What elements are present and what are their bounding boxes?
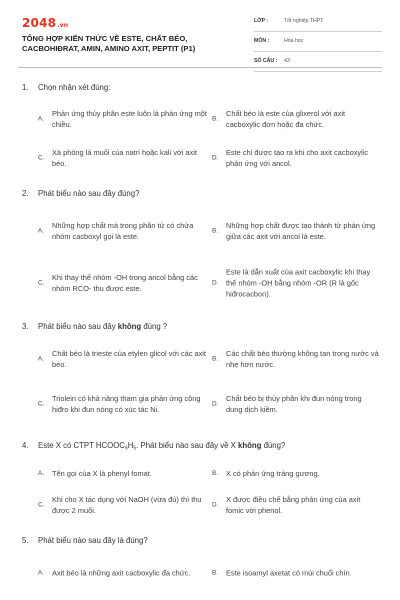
meta-row-subject <box>254 36 382 52</box>
q2-option-d[interactable] <box>212 260 380 306</box>
option-text: Khi cho X tác dụng với NaOH (vừa đủ) thì thu được 2 muối. <box>52 495 202 515</box>
option-text: Este isoamyl axetat có mùi chuối chín. <box>226 568 352 578</box>
header-divider <box>18 67 382 68</box>
meta-key: LỚP : <box>254 18 269 24</box>
option-letter: B. <box>212 227 219 235</box>
option-letter: C. <box>38 154 45 162</box>
option-letter: B. <box>212 569 219 577</box>
question-number: 1. <box>22 83 29 92</box>
option-text: Xà phòng là muối của natri hoặc kali với axit béo. <box>52 148 197 168</box>
option-text: Những hợp chất mà trong phân tử có chứa nhóm cacboxyl gọi là este. <box>52 221 194 241</box>
q1-option-b[interactable] <box>212 102 380 136</box>
meta-row-class <box>254 16 382 32</box>
q2-option-c[interactable] <box>38 260 208 306</box>
option-text: Những hợp chất được tạo thành từ phản ứng giữa các axit với ancol là este. <box>226 221 376 241</box>
q4-option-a[interactable] <box>38 468 208 480</box>
question-4-stem <box>22 441 285 454</box>
question-text-end: đúng? <box>261 441 286 450</box>
question-1-stem <box>22 83 110 93</box>
meta-value: 43 <box>284 58 290 64</box>
question-number: 4. <box>22 441 29 450</box>
question-text: Chọn nhận xét đúng: <box>38 83 111 92</box>
title-line-2: CACBOHIĐRAT, AMIN, AMINO AXIT, PEPTIT (P1) <box>22 44 196 53</box>
formula-part: H <box>127 441 134 450</box>
question-number: 5. <box>22 536 29 545</box>
option-letter: D. <box>212 279 219 287</box>
option-text: X được điều chế bằng phản ứng của axit fomic với phenol. <box>226 495 361 515</box>
q5-option-b[interactable] <box>212 556 380 590</box>
title-line-1: TỔNG HỢP KIẾN THỨC VỀ ESTE, CHẤT BÉO, <box>22 34 188 43</box>
option-text: Este là dẫn xuất của axit cacboxylic khi thay thế nhóm -OH bằng nhóm -OR (R là gốc hiđrocacbon). <box>226 267 371 299</box>
option-letter: A. <box>38 227 45 235</box>
question-3-stem <box>22 322 167 332</box>
q4-option-c[interactable] <box>38 488 208 522</box>
option-letter: A. <box>38 115 45 123</box>
option-text: Khi thay thế nhóm -OH trong ancol bằng các nhóm RCO- thu được este. <box>52 273 198 293</box>
question-number: 3. <box>22 322 29 331</box>
q1-option-d[interactable] <box>212 141 380 175</box>
option-letter: A. <box>38 355 45 363</box>
option-text: Các chất béo thường không tan trong nước và nhẹ hơn nước. <box>226 349 379 369</box>
option-text: Axit béo là những axit cacboxylic đa chức. <box>52 568 191 578</box>
option-text: Chất béo bị thủy phân khi đun nóng trong dung dịch kiềm. <box>226 394 362 414</box>
meta-row-count <box>254 56 382 72</box>
option-text: Triolein có khả năng tham gia phản ứng cộng hiđro khi đun nóng có xúc tác Ni. <box>52 394 201 414</box>
question-2-stem <box>22 189 139 199</box>
logo-text: 2048 <box>22 16 57 30</box>
option-letter: D. <box>212 154 219 162</box>
option-letter: B. <box>212 115 219 123</box>
option-text: Este chỉ được tạo ra khi cho axit cacboxylic phản ứng với ancol. <box>226 148 369 168</box>
option-letter: C. <box>38 400 45 408</box>
option-text: Chất béo là trieste của etylen glicol với các axit béo. <box>52 349 206 369</box>
option-letter: C. <box>38 279 45 287</box>
option-letter: D. <box>212 501 219 509</box>
question-emphasis: không <box>238 441 262 450</box>
question-text: Phát biểu nào sau đây <box>38 322 118 331</box>
option-text: Phản ứng thủy phân este luôn là phản ứng một chiều. <box>52 109 207 129</box>
formula-subscript: 5 <box>133 445 137 452</box>
question-text: Phát biểu nào sau đây đúng? <box>38 189 140 198</box>
brand-logo[interactable] <box>22 16 252 30</box>
q4-option-d[interactable] <box>212 488 380 522</box>
option-letter: A. <box>38 569 45 577</box>
q3-option-b[interactable] <box>212 342 380 376</box>
q5-option-a[interactable] <box>38 556 208 590</box>
meta-value: Hóa học <box>284 38 304 44</box>
q3-option-c[interactable] <box>38 381 214 427</box>
option-letter: B. <box>212 470 219 477</box>
question-text-mid: . Phát biểu nào sau đây về X <box>136 441 239 450</box>
meta-value: Tốt nghiệp THPT <box>284 18 324 24</box>
question-text-end: đúng ? <box>141 322 168 331</box>
document-title <box>22 34 252 54</box>
question-text: Este X có CTPT HCOOC <box>38 441 125 450</box>
question-number: 2. <box>22 189 29 198</box>
option-text: Tên gọi của X là phenyl fomat. <box>52 469 152 478</box>
question-emphasis: không <box>117 322 142 331</box>
option-letter: A. <box>38 470 45 477</box>
option-text: X có phản ứng tráng gương. <box>226 469 320 478</box>
formula-subscript: 6 <box>124 445 128 452</box>
meta-key: SỐ CÂU : <box>254 58 278 64</box>
q3-option-a[interactable] <box>38 342 208 376</box>
question-text: Phát biểu nào sau đây là đúng? <box>38 536 148 545</box>
option-letter: B. <box>212 355 219 363</box>
q2-option-a[interactable] <box>38 208 208 254</box>
meta-key: MÔN : <box>254 38 270 44</box>
q1-option-a[interactable] <box>38 102 208 136</box>
option-letter: C. <box>38 501 45 509</box>
option-letter: D. <box>212 400 219 408</box>
question-5-stem <box>22 536 148 546</box>
q1-option-c[interactable] <box>38 141 208 175</box>
header-left <box>22 16 252 54</box>
q2-option-b[interactable] <box>212 208 380 254</box>
q3-option-d[interactable] <box>212 381 380 427</box>
logo-suffix: .vn <box>57 22 69 29</box>
q4-option-b[interactable] <box>212 468 380 480</box>
option-text: Chất béo là este của glixerol với axit cacboxylic đơn hoặc đa chức. <box>226 109 346 129</box>
